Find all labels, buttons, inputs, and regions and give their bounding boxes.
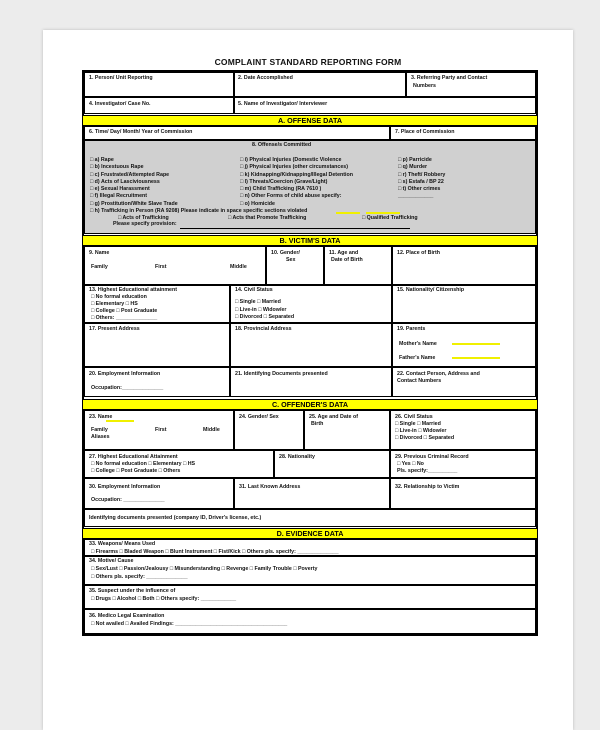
field-offender-civil-status[interactable]: 26. Civil Status □ Single □ Married □ Live-in □ Widow/er □ Divorced □ Separated <box>390 410 536 450</box>
field-motive[interactable]: 34. Motive/ Cause □ Sex/Lust □ Passion/Jealousy □ Misunderstanding □ Revenge □ Family Trouble □ Poverty □ Others pls. specify: ______________ <box>84 556 536 585</box>
field-medico-legal[interactable]: 36. Medico Legal Examination □ Not availed □ Availed Findings: ______________________________________ <box>84 609 536 634</box>
offense-theft[interactable]: □ r) Theft/ Robbery <box>398 171 446 178</box>
field-offender-education[interactable]: 27. Highest Educational Attainment □ No formal education □ Elementary □ HS □ College □ Post Graduate □ Others <box>84 450 274 478</box>
yellow-highlight <box>366 212 400 214</box>
section-d-header: D. EVIDENCE DATA <box>82 528 538 539</box>
field-time-of-commission[interactable]: 6. Time/ Day/ Month/ Year of Commission <box>84 126 390 140</box>
offense-col-1 <box>90 157 178 207</box>
field-referring-party[interactable]: 3. Referring Party and Contact Numbers <box>406 72 536 97</box>
offense-lasciviousness[interactable]: □ d) Acts of Lasciviousness <box>90 178 160 185</box>
field-offender-criminal-record[interactable]: 29. Previous Criminal Record □ Yes □ No Pls. specify:__________ <box>390 450 536 478</box>
section-c-header: C. OFFENDER'S DATA <box>82 399 538 410</box>
offense-attempted-rape[interactable]: □ c) Frustrated/Attempted Rape <box>90 171 170 178</box>
field-offender-nationality[interactable]: 28. Nationality <box>274 450 390 478</box>
yellow-highlight <box>452 343 500 345</box>
provision-line <box>180 228 410 229</box>
field-victim-civil-status[interactable]: 14. Civil Status □ Single □ Married □ Live-in □ Widow/er □ Divorced □ Separated <box>230 285 392 323</box>
offense-homicide[interactable]: □ o) Homicide <box>240 200 275 207</box>
field-date-accomplished[interactable]: 2. Date Accomplished <box>234 72 406 97</box>
offense-threats[interactable]: □ l) Threats/Coercion (Grave/Light) <box>240 178 328 185</box>
field-case-no[interactable]: 4. Investigator/ Case No. <box>84 97 234 114</box>
offense-child-trafficking[interactable]: □ m) Child Trafficking (RA 7610 ) <box>240 186 322 193</box>
offense-sexual-harassment[interactable]: □ e) Sexual Harassment <box>90 186 150 193</box>
offense-child-abuse[interactable]: □ n) Other Forms of child abuse specify: <box>240 193 342 200</box>
offense-rape[interactable]: □ a) Rape <box>90 157 114 163</box>
field-victim-parents[interactable]: 19. Parents Mother's Name Father's Name <box>392 323 536 367</box>
field-offender-documents[interactable]: Identifying documents presented (company ID, Driver's license, etc.) <box>84 509 536 527</box>
field-victim-name[interactable]: 9. Name Family First Middle <box>84 246 266 285</box>
offense-col-3 <box>398 157 445 200</box>
field-victim-provincial-address[interactable]: 18. Provincial Address <box>230 323 392 367</box>
field-offender-relationship[interactable]: 32. Relationship to Victim <box>390 478 536 509</box>
offense-prostitution[interactable]: □ g) Prostitution/White Slave Trade <box>90 200 178 207</box>
field-weapons[interactable]: 33. Weapons/ Means Used □ Firearms □ Bladed Weapon □ Blunt Instrument □ Fist/Kick □ Others pls. specify: ______________ <box>84 539 536 556</box>
yellow-highlight <box>106 420 134 422</box>
yellow-highlight <box>336 212 360 214</box>
acts-of-trafficking[interactable]: □ Acts of Trafficking <box>118 214 169 221</box>
offense-illegal-recruitment[interactable]: □ f) Illegal Recruitment <box>90 193 148 200</box>
offense-murder[interactable]: □ q) Murder <box>398 164 428 171</box>
field-victim-contact-person[interactable]: 22. Contact Person, Address and Contact Numbers <box>392 367 536 397</box>
field-victim-gender[interactable]: 10. Gender/ Sex <box>266 246 324 285</box>
field-victim-nationality[interactable]: 15. Nationality/ Citizenship <box>392 285 536 323</box>
field-investigator[interactable]: 5. Name of Investigator/ Interviewer <box>234 97 536 114</box>
field-place-of-commission[interactable]: 7. Place of Commission <box>390 126 536 140</box>
qualified-trafficking[interactable]: □ Qualified Trafficking <box>362 214 418 221</box>
field-victim-employment[interactable]: 20. Employment Information Occupation:______________ <box>84 367 230 397</box>
field-influence[interactable]: 35. Suspect under the influence of □ Drugs □ Alcohol □ Both □ Others specify: ____________ <box>84 585 536 609</box>
offense-label: 8. Offense/s Committed <box>252 142 312 148</box>
offense-incestuous-rape[interactable]: □ b) Incestuous Rape <box>90 164 144 171</box>
field-victim-age[interactable]: 11. Age and Date of Birth <box>324 246 392 285</box>
field-offender-employment[interactable]: 30. Employment Information Occupation: ______________ <box>84 478 234 509</box>
offense-col-2 <box>240 157 353 207</box>
section-a-header: A. OFFENSE DATA <box>82 115 538 126</box>
field-victim-present-address[interactable]: 17. Present Address <box>84 323 230 367</box>
offense-other-specify[interactable]: ____________ <box>398 193 434 200</box>
offense-parricide[interactable]: □ p) Parricide <box>398 157 432 163</box>
field-victim-documents[interactable]: 21. Identifying Documents presented <box>230 367 392 397</box>
offense-kidnapping[interactable]: □ k) Kidnapping/Kidnapping/Illegal Detention <box>240 171 353 178</box>
offense-physical-injuries-other[interactable]: □ j) Physical Injuries (other circumstances) <box>240 164 348 171</box>
field-offender-age[interactable]: 25. Age and Date of Birth <box>304 410 390 450</box>
field-person-unit[interactable]: 1. Person/ Unit Reporting <box>84 72 234 97</box>
offense-estafa[interactable]: □ s) Estafa / BP 22 <box>398 178 444 185</box>
field-offender-address[interactable]: 31. Last Known Address <box>234 478 390 509</box>
offense-trafficking[interactable]: □ h) Trafficking in Person (RA 9208) Please indicate in space specific sections violated <box>90 208 308 214</box>
section-b-header: B. VICTIM'S DATA <box>82 235 538 246</box>
offense-other-crimes[interactable]: □ t) Other crimes <box>398 186 441 193</box>
form-title: COMPLAINT STANDARD REPORTING FORM <box>214 57 402 67</box>
offense-physical-injuries-domestic[interactable]: □ i) Physical Injuries (Domestic Violence <box>240 157 342 163</box>
yellow-highlight <box>452 357 500 359</box>
provision-label: Please specify provision: <box>113 221 177 227</box>
field-offender-gender[interactable]: 24. Gender/ Sex <box>234 410 304 450</box>
acts-promote-trafficking[interactable]: □ Acts that Promote Trafficking <box>228 214 307 221</box>
field-victim-birthplace[interactable]: 12. Place of Birth <box>392 246 536 285</box>
field-victim-education[interactable]: 13. Highest Educational attainment □ No formal education □ Elementary □ HS □ College □ Post Graduate □ Others: ______________ <box>84 285 230 323</box>
field-offender-name[interactable]: 23. Name Family First Middle Aliases <box>84 410 234 450</box>
